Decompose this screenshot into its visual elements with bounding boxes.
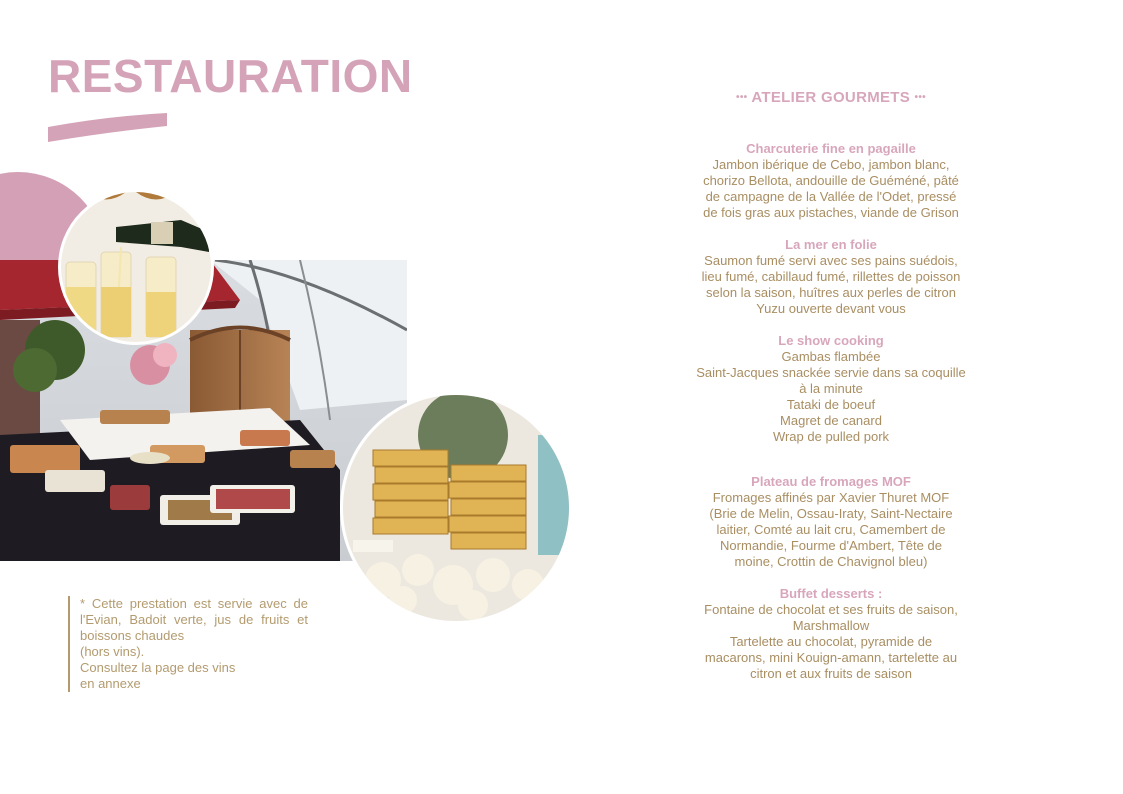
champagne-pouring-photo: [58, 189, 214, 345]
menu-section-charcuterie: [672, 141, 990, 221]
section-line: citron et aux fruits de saison: [750, 666, 912, 682]
section-title: Buffet desserts :: [779, 586, 883, 602]
menu-column: [672, 90, 990, 698]
section-line: laitier, Comté au lait cru, Camembert de: [716, 522, 946, 538]
section-line: Saint-Jacques snackée servie dans sa coquille: [696, 365, 966, 381]
menu-section-mer: [672, 237, 990, 317]
cheese-platter-photo: [340, 392, 572, 624]
section-line: de fois gras aux pistaches, viande de Grison: [703, 205, 959, 221]
section-line: Marshmallow: [792, 618, 870, 634]
section-line: Normandie, Fourme d'Ambert, Tête de: [720, 538, 942, 554]
menu-section-show-cooking: [672, 333, 990, 445]
section-line: Saumon fumé servi avec ses pains suédois,: [704, 253, 958, 269]
service-note: [68, 596, 308, 692]
section-line: chorizo Bellota, andouille de Guéméné, pâté: [703, 173, 959, 189]
section-line: Wrap de pulled pork: [772, 429, 890, 445]
atelier-heading: [672, 90, 990, 106]
menu-section-fromages: [672, 474, 990, 570]
heading-dots-right: •••: [914, 92, 926, 104]
heading-dots-left: •••: [736, 92, 748, 104]
section-line: lieu fumé, cabillaud fumé, rillettes de poisson: [701, 269, 961, 285]
note-wine-link-line1: Consultez la page des vins: [80, 660, 236, 675]
section-line: Tartelette au chocolat, pyramide de: [729, 634, 933, 650]
menu-section-desserts: [672, 586, 990, 682]
section-line: de campagne de la Vallée de l'Odet, pressé: [705, 189, 957, 205]
section-title: Plateau de fromages MOF: [751, 474, 911, 490]
section-line: Magret de canard: [780, 413, 882, 429]
section-line: macarons, mini Kouign-amann, tartelette au: [704, 650, 958, 666]
section-line: Yuzu ouverte devant vous: [756, 301, 906, 317]
section-line: à la minute: [799, 381, 863, 397]
atelier-heading-text: ATELIER GOURMETS: [751, 89, 911, 106]
section-title: La mer en folie: [785, 237, 877, 253]
section-line: Gambas flambée: [781, 349, 881, 365]
page-title: RESTAURATION: [48, 50, 413, 102]
section-line: Fromages affinés par Xavier Thuret MOF: [712, 490, 950, 506]
title-brush-stroke: [48, 110, 170, 144]
section-line: Fontaine de chocolat et ses fruits de saison,: [704, 602, 958, 618]
section-line: (Brie de Melin, Ossau-Iraty, Saint-Nectaire: [709, 506, 953, 522]
section-line: selon la saison, huîtres aux perles de citron: [705, 285, 957, 301]
section-title: Le show cooking: [778, 333, 884, 349]
section-line: moine, Crottin de Chavignol bleu): [734, 554, 928, 570]
section-line: Tataki de boeuf: [786, 397, 876, 413]
note-drinks-text: * Cette prestation est servie avec de l'Evian, Badoit verte, jus de fruits et boissons chaudes: [80, 596, 308, 643]
note-hors-vins: (hors vins).: [80, 644, 145, 659]
section-title: Charcuterie fine en pagaille: [746, 141, 916, 157]
section-line: Jambon ibérique de Cebo, jambon blanc,: [712, 157, 950, 173]
note-wine-link-line2: en annexe: [80, 676, 141, 691]
